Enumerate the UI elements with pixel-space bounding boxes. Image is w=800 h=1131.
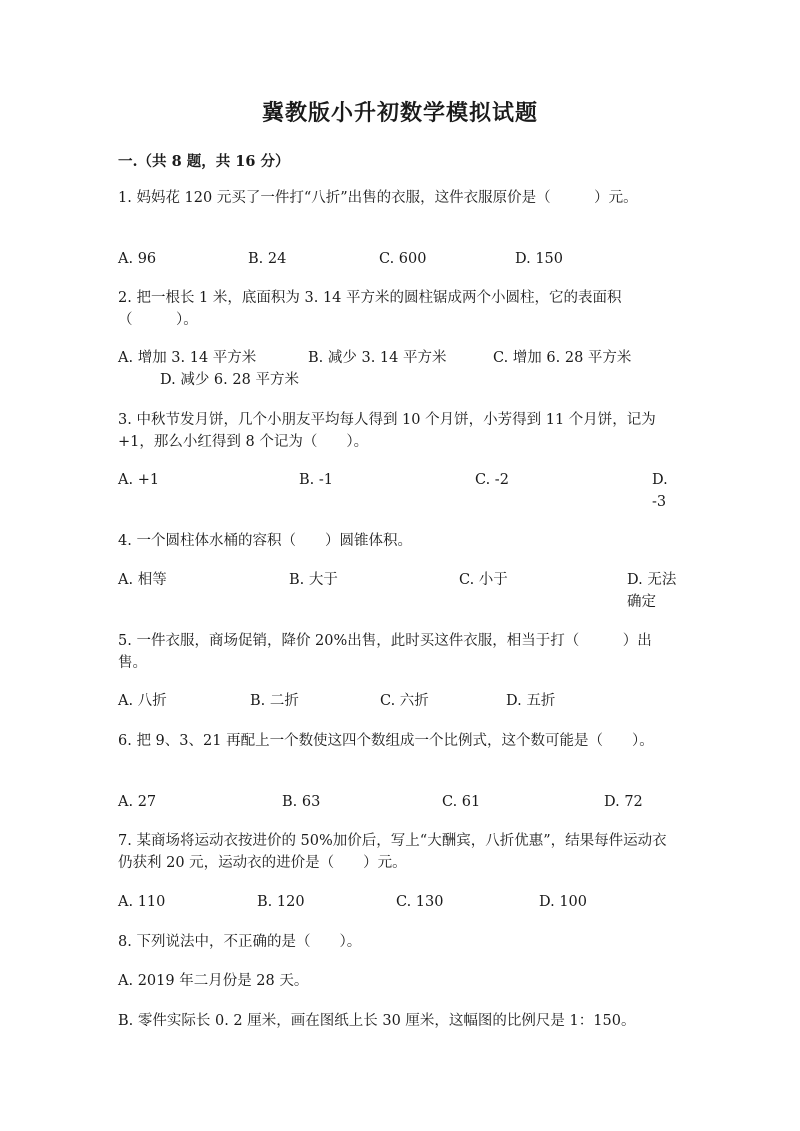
question-5-options (118, 690, 688, 734)
option-c: C. 小于 (459, 572, 508, 588)
question-5-stem: 5. 一件衣服，商场促销，降价 20%出售，此时买这件衣服，相当于打（ ）出售。 (118, 633, 652, 671)
option-a: A. 27 (118, 794, 157, 810)
question-4-stem: 4. 一个圆柱体水桶的容积（ ）圆锥体积。 (118, 533, 412, 549)
question-8-stem: 8. 下列说法中，不正确的是（ ）。 (118, 934, 362, 950)
option-b: B. 减少 3. 14 平方米 (308, 350, 447, 366)
option-d: D. 无法确定 (627, 572, 677, 610)
option-c: C. 61 (442, 794, 481, 810)
option-d: D. 100 (539, 894, 588, 910)
question-7-stem: 7. 某商场将运动衣按进价的 50%加价后，写上“大酬宾，八折优惠”，结果每件运动衣仍获利 20 元，运动衣的进价是（ ）元。 (118, 833, 667, 871)
question-8-option-a: A. 2019 年二月份是 28 天。 (118, 973, 309, 989)
question-3-options (118, 469, 688, 513)
question-1-stem: 1. 妈妈花 120 元买了一件打“八折”出售的衣服，这件衣服原价是（ ）元。 (118, 190, 638, 206)
option-a: A. 八折 (118, 693, 167, 709)
option-a: A. 96 (118, 251, 157, 267)
option-b: B. -1 (299, 472, 333, 488)
question-6-stem: 6. 把 9、3、21 再配上一个数使这四个数组成一个比例式，这个数可能是（ ）。 (118, 733, 654, 749)
option-a: A. +1 (118, 472, 160, 488)
option-d: D. 五折 (506, 693, 556, 709)
option-c: C. 六折 (380, 693, 429, 709)
question-3-stem: 3. 中秋节发月饼，几个小朋友平均每人得到 10 个月饼，小芳得到 11 个月饼，记为+1，那么小红得到 8 个记为（ ）。 (118, 412, 656, 450)
option-c: C. -2 (475, 472, 509, 488)
option-d: D. -3 (652, 472, 668, 510)
option-c: C. 130 (396, 894, 444, 910)
question-6-options (118, 791, 688, 835)
option-c: C. 600 (379, 251, 427, 267)
option-b: B. 大于 (289, 572, 338, 588)
option-d: D. 72 (604, 794, 643, 810)
option-d: D. 150 (515, 251, 564, 267)
option-b: B. 120 (257, 894, 305, 910)
question-2-stem: 2. 把一根长 1 米，底面积为 3. 14 平方米的圆柱锯成两个小圆柱，它的表面积（ ）。 (118, 290, 622, 328)
option-d: D. 减少 6. 28 平方米 (160, 372, 299, 388)
exam-title: 冀教版小升初数学模拟试题 (261, 100, 538, 126)
option-b: B. 二折 (250, 693, 299, 709)
question-4-options (118, 569, 688, 613)
question-7-options (118, 891, 688, 935)
option-b: B. 63 (282, 794, 321, 810)
question-1-options (118, 248, 688, 292)
section-header: 一.（共 8 题，共 16 分） (118, 153, 290, 170)
option-a: A. 110 (118, 894, 166, 910)
option-a: A. 相等 (118, 572, 167, 588)
option-b: B. 24 (248, 251, 287, 267)
question-8-option-b: B. 零件实际长 0. 2 厘米，画在图纸上长 30 厘米，这幅图的比例尺是 1：150。 (118, 1013, 636, 1029)
option-c: C. 增加 6. 28 平方米 (493, 350, 632, 366)
question-2-options (118, 347, 688, 391)
option-a: A. 增加 3. 14 平方米 (118, 350, 257, 366)
